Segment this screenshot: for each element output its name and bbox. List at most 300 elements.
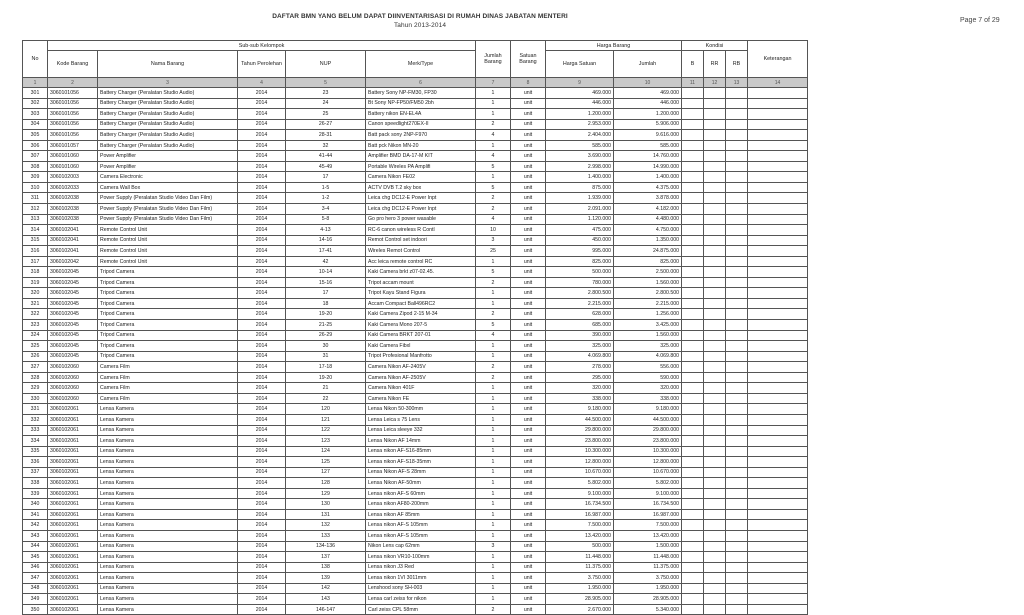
cell-row-no: 332 bbox=[23, 414, 48, 425]
cell-kondisi bbox=[726, 161, 748, 172]
cell-tahun-perolehan: 2014 bbox=[238, 351, 286, 362]
cell-nup: 41-44 bbox=[286, 151, 366, 162]
cell-kode-barang: 3060102060 bbox=[48, 383, 98, 394]
cell-nama-barang: Remote Control Unit bbox=[98, 225, 238, 236]
cell-keterangan bbox=[748, 182, 808, 193]
cell-jumlah-barang: 1 bbox=[476, 298, 511, 309]
cell-nama-barang: Battery Charger (Peralatan Studio Audio) bbox=[98, 88, 238, 99]
cell-nup: 18 bbox=[286, 298, 366, 309]
cell-tahun-perolehan: 2014 bbox=[238, 98, 286, 109]
cell-harga-jumlah: 585.000 bbox=[614, 140, 682, 151]
cell-kondisi bbox=[704, 383, 726, 394]
cell-kondisi bbox=[726, 109, 748, 120]
column-number: 4 bbox=[238, 78, 286, 88]
cell-kondisi bbox=[726, 267, 748, 278]
cell-harga-jumlah: 338.000 bbox=[614, 393, 682, 404]
cell-nup: 134-136 bbox=[286, 541, 366, 552]
cell-row-no: 328 bbox=[23, 372, 48, 383]
cell-merk-type: Lensa Nikon AF 14mm bbox=[366, 436, 476, 447]
cell-kondisi bbox=[704, 509, 726, 520]
table-row bbox=[23, 288, 808, 299]
cell-keterangan bbox=[748, 573, 808, 584]
cell-kondisi bbox=[682, 161, 704, 172]
cell-satuan-barang: unit bbox=[511, 309, 546, 320]
cell-kondisi bbox=[682, 541, 704, 552]
cell-kondisi bbox=[726, 298, 748, 309]
cell-kode-barang: 3060102045 bbox=[48, 351, 98, 362]
cell-kode-barang: 3060102061 bbox=[48, 520, 98, 531]
cell-merk-type: ACTV DVB T.2 sky box bbox=[366, 182, 476, 193]
cell-keterangan bbox=[748, 267, 808, 278]
cell-nup: 17 bbox=[286, 172, 366, 183]
cell-nama-barang: Camera Film bbox=[98, 393, 238, 404]
cell-kode-barang: 3060102060 bbox=[48, 393, 98, 404]
cell-kode-barang: 3060102042 bbox=[48, 256, 98, 267]
cell-row-no: 315 bbox=[23, 235, 48, 246]
cell-harga-satuan: 28.905.000 bbox=[546, 594, 614, 605]
cell-satuan-barang: unit bbox=[511, 277, 546, 288]
cell-kondisi bbox=[682, 509, 704, 520]
cell-nama-barang: Lensa Kamera bbox=[98, 573, 238, 584]
cell-nup: 17-18 bbox=[286, 362, 366, 373]
cell-nama-barang: Tripod Camera bbox=[98, 298, 238, 309]
cell-tahun-perolehan: 2014 bbox=[238, 309, 286, 320]
cell-harga-jumlah: 7.500.000 bbox=[614, 520, 682, 531]
cell-harga-satuan: 780.000 bbox=[546, 277, 614, 288]
cell-merk-type: Go pro hero 3 power wasable bbox=[366, 214, 476, 225]
cell-kode-barang: 3060101057 bbox=[48, 140, 98, 151]
cell-kondisi bbox=[704, 214, 726, 225]
cell-harga-jumlah: 28.905.000 bbox=[614, 594, 682, 605]
cell-satuan-barang: unit bbox=[511, 341, 546, 352]
cell-satuan-barang: unit bbox=[511, 520, 546, 531]
cell-kondisi bbox=[682, 520, 704, 531]
cell-row-no: 314 bbox=[23, 225, 48, 236]
cell-kondisi bbox=[726, 309, 748, 320]
cell-jumlah-barang: 1 bbox=[476, 414, 511, 425]
cell-nup: 139 bbox=[286, 573, 366, 584]
cell-merk-type: Lensa nikon AF 85mm bbox=[366, 509, 476, 520]
cell-kondisi bbox=[682, 594, 704, 605]
cell-keterangan bbox=[748, 530, 808, 541]
cell-jumlah-barang: 5 bbox=[476, 161, 511, 172]
header-kondisi-b: B bbox=[682, 51, 704, 78]
table-row bbox=[23, 214, 808, 225]
cell-keterangan bbox=[748, 457, 808, 468]
cell-jumlah-barang: 3 bbox=[476, 235, 511, 246]
cell-kondisi bbox=[704, 372, 726, 383]
cell-kondisi bbox=[726, 351, 748, 362]
cell-kondisi bbox=[682, 362, 704, 373]
cell-merk-type: Leica chg DC12-E Power Inpt bbox=[366, 193, 476, 204]
table-row bbox=[23, 446, 808, 457]
cell-tahun-perolehan: 2014 bbox=[238, 372, 286, 383]
cell-satuan-barang: unit bbox=[511, 425, 546, 436]
table-row bbox=[23, 583, 808, 594]
cell-keterangan bbox=[748, 214, 808, 225]
cell-merk-type: Lensa nikon AF-S 105mm bbox=[366, 530, 476, 541]
cell-kondisi bbox=[682, 499, 704, 510]
page-number: Page 7 of 29 bbox=[960, 17, 1000, 24]
cell-harga-jumlah: 320.000 bbox=[614, 383, 682, 394]
cell-kondisi bbox=[682, 309, 704, 320]
cell-merk-type: Camera Nikon AF-2505V bbox=[366, 372, 476, 383]
cell-nama-barang: Tripod Camera bbox=[98, 277, 238, 288]
cell-merk-type: Battery nikon EN-EL4A bbox=[366, 109, 476, 120]
cell-jumlah-barang: 1 bbox=[476, 88, 511, 99]
cell-kondisi bbox=[726, 467, 748, 478]
cell-satuan-barang: unit bbox=[511, 362, 546, 373]
table-row bbox=[23, 256, 808, 267]
cell-satuan-barang: unit bbox=[511, 552, 546, 563]
cell-nama-barang: Tripod Camera bbox=[98, 309, 238, 320]
cell-kondisi bbox=[704, 267, 726, 278]
cell-harga-jumlah: 3.750.000 bbox=[614, 573, 682, 584]
cell-kode-barang: 3060102061 bbox=[48, 594, 98, 605]
cell-harga-jumlah: 13.420.000 bbox=[614, 530, 682, 541]
cell-kode-barang: 3060102061 bbox=[48, 552, 98, 563]
cell-satuan-barang: unit bbox=[511, 130, 546, 141]
cell-row-no: 301 bbox=[23, 88, 48, 99]
cell-kode-barang: 3060102045 bbox=[48, 277, 98, 288]
cell-nama-barang: Lensa Kamera bbox=[98, 436, 238, 447]
cell-harga-jumlah: 1.200.000 bbox=[614, 109, 682, 120]
cell-kondisi bbox=[704, 562, 726, 573]
column-number: 5 bbox=[286, 78, 366, 88]
cell-kondisi bbox=[682, 204, 704, 215]
table-row bbox=[23, 573, 808, 584]
cell-kode-barang: 3060102041 bbox=[48, 235, 98, 246]
cell-satuan-barang: unit bbox=[511, 372, 546, 383]
cell-kondisi bbox=[726, 594, 748, 605]
cell-kondisi bbox=[704, 520, 726, 531]
table-row bbox=[23, 499, 808, 510]
cell-kondisi bbox=[704, 351, 726, 362]
cell-kode-barang: 3060102061 bbox=[48, 425, 98, 436]
cell-kondisi bbox=[726, 436, 748, 447]
table-row bbox=[23, 225, 808, 236]
cell-jumlah-barang: 1 bbox=[476, 467, 511, 478]
cell-tahun-perolehan: 2014 bbox=[238, 446, 286, 457]
cell-jumlah-barang: 2 bbox=[476, 277, 511, 288]
cell-merk-type: Kaki Camera Mono 207-5 bbox=[366, 320, 476, 331]
cell-satuan-barang: unit bbox=[511, 467, 546, 478]
cell-keterangan bbox=[748, 288, 808, 299]
cell-jumlah-barang: 1 bbox=[476, 404, 511, 415]
cell-tahun-perolehan: 2014 bbox=[238, 393, 286, 404]
cell-kode-barang: 3060102061 bbox=[48, 573, 98, 584]
cell-merk-type: Kaki Camera BRKT 207-01 bbox=[366, 330, 476, 341]
cell-harga-satuan: 500.000 bbox=[546, 541, 614, 552]
cell-kondisi bbox=[682, 404, 704, 415]
cell-kondisi bbox=[682, 414, 704, 425]
cell-tahun-perolehan: 2014 bbox=[238, 457, 286, 468]
cell-kondisi bbox=[682, 573, 704, 584]
cell-kondisi bbox=[682, 98, 704, 109]
cell-tahun-perolehan: 2014 bbox=[238, 488, 286, 499]
cell-harga-jumlah: 2.500.000 bbox=[614, 267, 682, 278]
table-row bbox=[23, 119, 808, 130]
cell-kondisi bbox=[704, 488, 726, 499]
cell-kondisi bbox=[682, 277, 704, 288]
cell-jumlah-barang: 5 bbox=[476, 267, 511, 278]
cell-kondisi bbox=[704, 288, 726, 299]
cell-jumlah-barang: 1 bbox=[476, 288, 511, 299]
cell-nup: 24 bbox=[286, 98, 366, 109]
cell-nama-barang: Remote Control Unit bbox=[98, 256, 238, 267]
cell-nup: 25 bbox=[286, 109, 366, 120]
cell-row-no: 316 bbox=[23, 246, 48, 257]
cell-kondisi bbox=[682, 320, 704, 331]
cell-keterangan bbox=[748, 235, 808, 246]
cell-keterangan bbox=[748, 309, 808, 320]
cell-row-no: 321 bbox=[23, 298, 48, 309]
cell-harga-jumlah: 14.990.000 bbox=[614, 161, 682, 172]
cell-row-no: 323 bbox=[23, 320, 48, 331]
cell-kondisi bbox=[704, 604, 726, 615]
cell-kondisi bbox=[682, 119, 704, 130]
cell-kondisi bbox=[704, 320, 726, 331]
cell-merk-type: Lensa nikon 1VI 3011mm bbox=[366, 573, 476, 584]
cell-tahun-perolehan: 2014 bbox=[238, 256, 286, 267]
cell-satuan-barang: unit bbox=[511, 172, 546, 183]
table-row bbox=[23, 267, 808, 278]
cell-harga-jumlah: 16.734.500 bbox=[614, 499, 682, 510]
cell-kode-barang: 3060102038 bbox=[48, 214, 98, 225]
cell-row-no: 340 bbox=[23, 499, 48, 510]
cell-kondisi bbox=[682, 130, 704, 141]
cell-satuan-barang: unit bbox=[511, 298, 546, 309]
cell-tahun-perolehan: 2014 bbox=[238, 330, 286, 341]
cell-kondisi bbox=[726, 235, 748, 246]
cell-nama-barang: Lensa Kamera bbox=[98, 499, 238, 510]
cell-keterangan bbox=[748, 583, 808, 594]
cell-jumlah-barang: 4 bbox=[476, 214, 511, 225]
cell-row-no: 349 bbox=[23, 594, 48, 605]
cell-merk-type: Lensa Leica s 75 Lens bbox=[366, 414, 476, 425]
cell-kondisi bbox=[704, 478, 726, 489]
cell-jumlah-barang: 1 bbox=[476, 446, 511, 457]
cell-kondisi bbox=[726, 341, 748, 352]
cell-harga-satuan: 320.000 bbox=[546, 383, 614, 394]
cell-kondisi bbox=[682, 562, 704, 573]
cell-satuan-barang: unit bbox=[511, 204, 546, 215]
cell-harga-satuan: 475.000 bbox=[546, 225, 614, 236]
cell-nama-barang: Power Supply (Peralatan Studio Video Dan Film) bbox=[98, 193, 238, 204]
cell-harga-jumlah: 4.375.000 bbox=[614, 182, 682, 193]
cell-keterangan bbox=[748, 130, 808, 141]
cell-nama-barang: Tripod Camera bbox=[98, 341, 238, 352]
cell-kondisi bbox=[704, 404, 726, 415]
column-number: 8 bbox=[511, 78, 546, 88]
cell-row-no: 341 bbox=[23, 509, 48, 520]
cell-row-no: 308 bbox=[23, 161, 48, 172]
cell-nama-barang: Lensa Kamera bbox=[98, 478, 238, 489]
cell-tahun-perolehan: 2014 bbox=[238, 214, 286, 225]
cell-kondisi bbox=[682, 225, 704, 236]
cell-keterangan bbox=[748, 88, 808, 99]
table-row bbox=[23, 309, 808, 320]
cell-satuan-barang: unit bbox=[511, 119, 546, 130]
table-row bbox=[23, 594, 808, 605]
cell-kondisi bbox=[726, 140, 748, 151]
cell-tahun-perolehan: 2014 bbox=[238, 320, 286, 331]
cell-kondisi bbox=[682, 604, 704, 615]
cell-jumlah-barang: 1 bbox=[476, 488, 511, 499]
cell-kondisi bbox=[682, 341, 704, 352]
cell-keterangan bbox=[748, 298, 808, 309]
cell-nama-barang: Battery Charger (Peralatan Studio Audio) bbox=[98, 98, 238, 109]
cell-kode-barang: 3060101056 bbox=[48, 109, 98, 120]
cell-harga-jumlah: 1.350.000 bbox=[614, 235, 682, 246]
cell-harga-satuan: 825.000 bbox=[546, 256, 614, 267]
column-number: 13 bbox=[726, 78, 748, 88]
cell-keterangan bbox=[748, 562, 808, 573]
cell-merk-type: Nikon Lens cap 62mm bbox=[366, 541, 476, 552]
cell-jumlah-barang: 1 bbox=[476, 393, 511, 404]
cell-kode-barang: 3060102045 bbox=[48, 267, 98, 278]
cell-nama-barang: Battery Charger (Peralatan Studio Audio) bbox=[98, 109, 238, 120]
cell-nup: 125 bbox=[286, 457, 366, 468]
cell-kondisi bbox=[704, 330, 726, 341]
table-row bbox=[23, 509, 808, 520]
header-harga: Harga Barang bbox=[546, 41, 682, 51]
cell-keterangan bbox=[748, 488, 808, 499]
cell-nup: 23 bbox=[286, 88, 366, 99]
cell-nama-barang: Lensa Kamera bbox=[98, 562, 238, 573]
cell-satuan-barang: unit bbox=[511, 320, 546, 331]
cell-kondisi bbox=[682, 393, 704, 404]
cell-harga-satuan: 11.375.000 bbox=[546, 562, 614, 573]
cell-nama-barang: Lensa Kamera bbox=[98, 446, 238, 457]
cell-kondisi bbox=[726, 372, 748, 383]
cell-keterangan bbox=[748, 330, 808, 341]
cell-harga-satuan: 9.100.000 bbox=[546, 488, 614, 499]
cell-nama-barang: Lensa Kamera bbox=[98, 425, 238, 436]
cell-merk-type: Lensa nikon AF80-200mm bbox=[366, 499, 476, 510]
cell-satuan-barang: unit bbox=[511, 414, 546, 425]
cell-nup: 1-2 bbox=[286, 193, 366, 204]
header-kondisi-rr: RR bbox=[704, 51, 726, 78]
cell-kode-barang: 3060102061 bbox=[48, 436, 98, 447]
table-row bbox=[23, 372, 808, 383]
cell-kondisi bbox=[682, 330, 704, 341]
cell-satuan-barang: unit bbox=[511, 457, 546, 468]
table-row bbox=[23, 193, 808, 204]
cell-nup: 3-4 bbox=[286, 204, 366, 215]
cell-kondisi bbox=[682, 425, 704, 436]
cell-kondisi bbox=[726, 583, 748, 594]
cell-kondisi bbox=[726, 457, 748, 468]
cell-kode-barang: 3060102061 bbox=[48, 499, 98, 510]
cell-nama-barang: Lensa Kamera bbox=[98, 520, 238, 531]
cell-nup: 22 bbox=[286, 393, 366, 404]
column-number: 14 bbox=[748, 78, 808, 88]
cell-nup: 143 bbox=[286, 594, 366, 605]
cell-keterangan bbox=[748, 393, 808, 404]
cell-harga-jumlah: 9.100.000 bbox=[614, 488, 682, 499]
table-row bbox=[23, 320, 808, 331]
cell-kondisi bbox=[726, 88, 748, 99]
cell-kondisi bbox=[704, 467, 726, 478]
cell-kondisi bbox=[704, 436, 726, 447]
cell-satuan-barang: unit bbox=[511, 404, 546, 415]
cell-tahun-perolehan: 2014 bbox=[238, 277, 286, 288]
cell-kondisi bbox=[682, 88, 704, 99]
table-row bbox=[23, 88, 808, 99]
cell-keterangan bbox=[748, 509, 808, 520]
cell-kondisi bbox=[704, 246, 726, 257]
cell-harga-jumlah: 590.000 bbox=[614, 372, 682, 383]
cell-satuan-barang: unit bbox=[511, 140, 546, 151]
cell-nama-barang: Tripod Camera bbox=[98, 351, 238, 362]
cell-nup: 5-8 bbox=[286, 214, 366, 225]
cell-harga-satuan: 10.300.000 bbox=[546, 446, 614, 457]
cell-jumlah-barang: 2 bbox=[476, 372, 511, 383]
cell-nup: 19-20 bbox=[286, 309, 366, 320]
cell-nama-barang: Battery Charger (Peralatan Studio Audio) bbox=[98, 130, 238, 141]
cell-harga-satuan: 338.000 bbox=[546, 393, 614, 404]
cell-row-no: 307 bbox=[23, 151, 48, 162]
cell-kondisi bbox=[682, 351, 704, 362]
cell-row-no: 342 bbox=[23, 520, 48, 531]
cell-jumlah-barang: 1 bbox=[476, 140, 511, 151]
cell-nama-barang: Lensa Kamera bbox=[98, 414, 238, 425]
cell-kode-barang: 3060102061 bbox=[48, 457, 98, 468]
cell-harga-satuan: 469.000 bbox=[546, 88, 614, 99]
cell-nama-barang: Power Amplifier bbox=[98, 161, 238, 172]
cell-kondisi bbox=[726, 573, 748, 584]
cell-satuan-barang: unit bbox=[511, 225, 546, 236]
cell-kondisi bbox=[704, 88, 726, 99]
cell-tahun-perolehan: 2014 bbox=[238, 235, 286, 246]
cell-nama-barang: Lensa Kamera bbox=[98, 457, 238, 468]
cell-kondisi bbox=[726, 393, 748, 404]
cell-harga-jumlah: 825.000 bbox=[614, 256, 682, 267]
column-number: 1 bbox=[23, 78, 48, 88]
header-no: No bbox=[23, 41, 48, 78]
cell-nup: 28-31 bbox=[286, 130, 366, 141]
cell-harga-satuan: 995.000 bbox=[546, 246, 614, 257]
cell-harga-jumlah: 4.182.000 bbox=[614, 204, 682, 215]
cell-jumlah-barang: 2 bbox=[476, 362, 511, 373]
cell-tahun-perolehan: 2014 bbox=[238, 225, 286, 236]
header-tahun: Tahun Perolehan bbox=[238, 51, 286, 78]
cell-tahun-perolehan: 2014 bbox=[238, 478, 286, 489]
cell-harga-jumlah: 3.878.000 bbox=[614, 193, 682, 204]
cell-merk-type: Kaki Camera Zipod 2-15 M-34 bbox=[366, 309, 476, 320]
cell-nup: 32 bbox=[286, 140, 366, 151]
cell-harga-satuan: 2.091.000 bbox=[546, 204, 614, 215]
cell-kondisi bbox=[704, 552, 726, 563]
cell-merk-type: Lensa nikon AF-S 60mm bbox=[366, 488, 476, 499]
cell-jumlah-barang: 4 bbox=[476, 151, 511, 162]
cell-row-no: 325 bbox=[23, 341, 48, 352]
cell-merk-type: Lensa carl zeiss for nikon bbox=[366, 594, 476, 605]
cell-tahun-perolehan: 2014 bbox=[238, 267, 286, 278]
header-jumlah: Jumlah Barang bbox=[476, 41, 511, 78]
cell-nama-barang: Lensa Kamera bbox=[98, 594, 238, 605]
table-row bbox=[23, 541, 808, 552]
cell-merk-type: Leica chg DC12-E Power Inpt bbox=[366, 204, 476, 215]
cell-row-no: 327 bbox=[23, 362, 48, 373]
cell-tahun-perolehan: 2014 bbox=[238, 298, 286, 309]
cell-keterangan bbox=[748, 341, 808, 352]
table-row bbox=[23, 383, 808, 394]
cell-harga-satuan: 585.000 bbox=[546, 140, 614, 151]
cell-tahun-perolehan: 2014 bbox=[238, 467, 286, 478]
column-number: 10 bbox=[614, 78, 682, 88]
